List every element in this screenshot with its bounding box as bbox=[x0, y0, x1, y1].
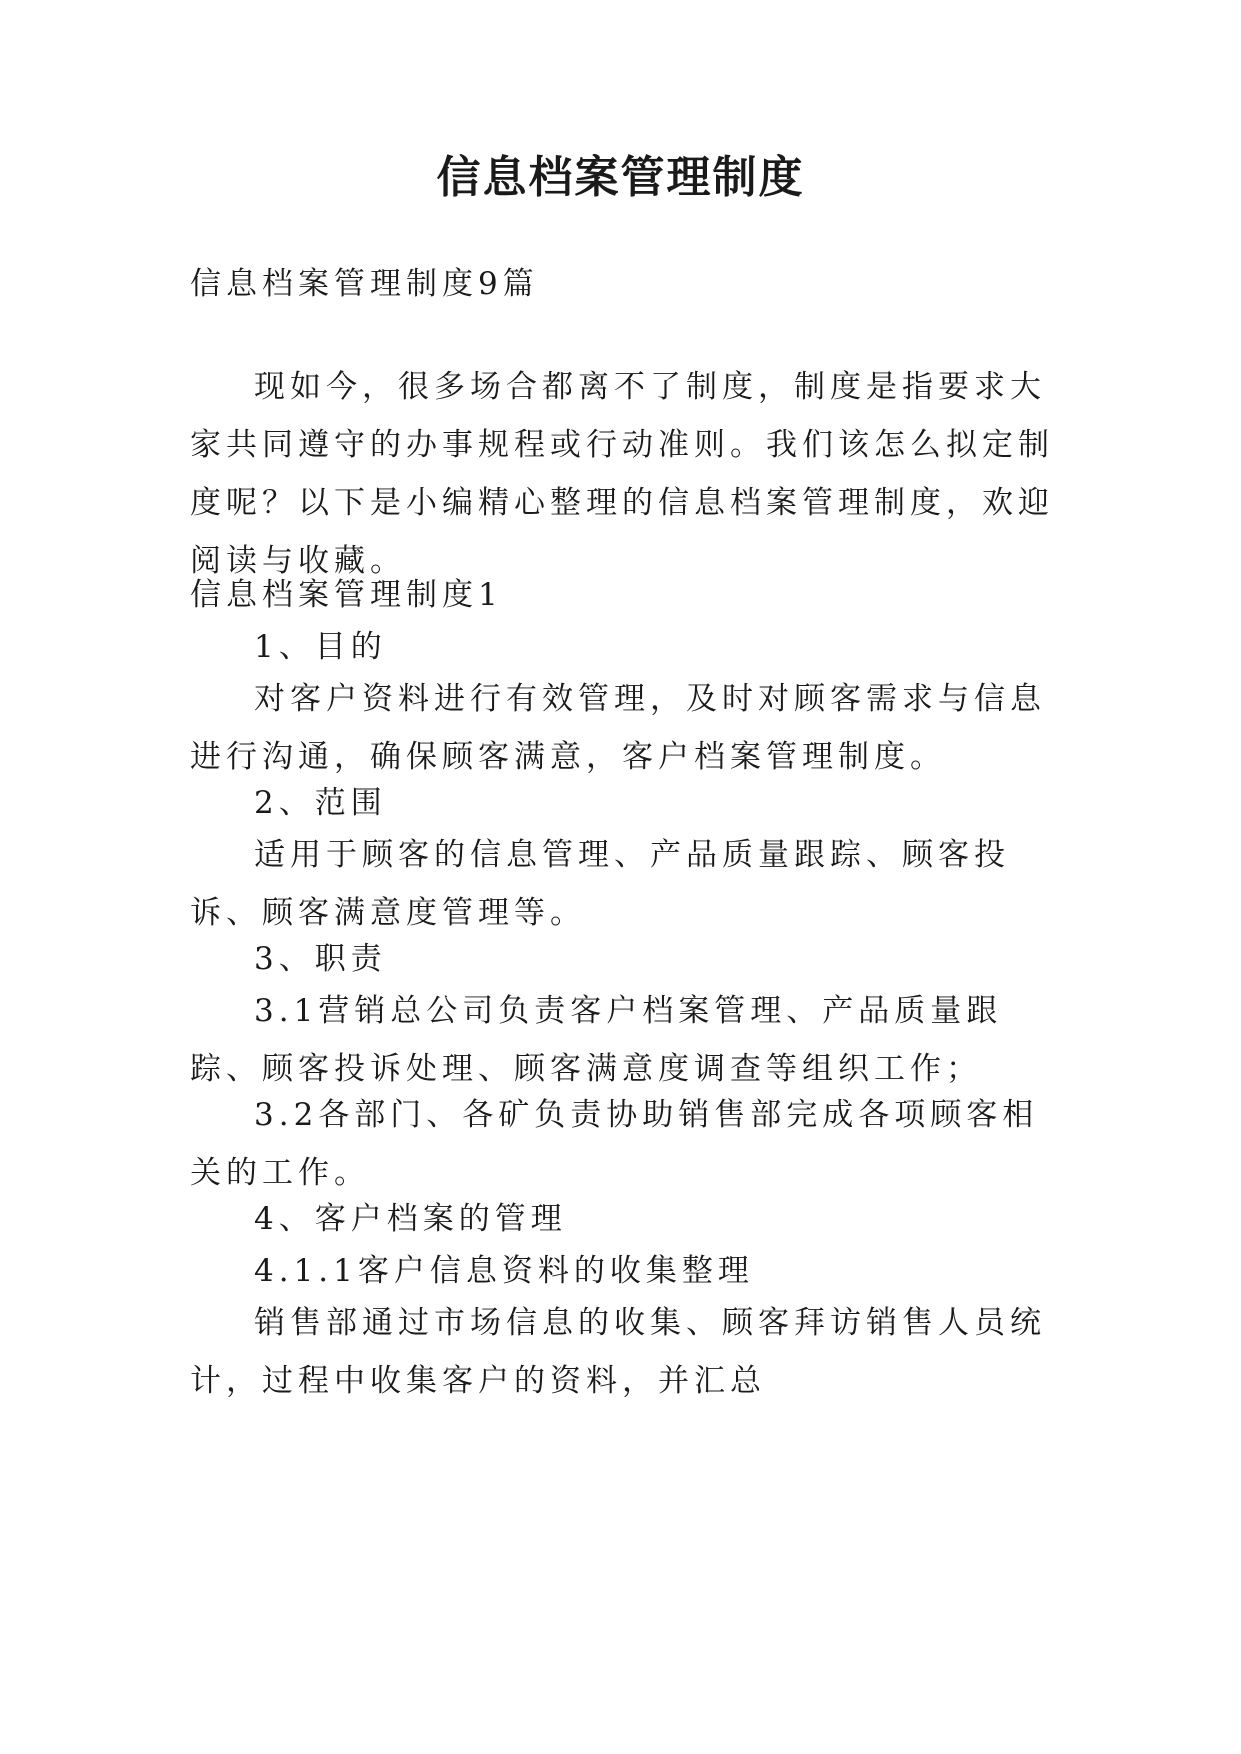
section-heading: 信息档案管理制度1 bbox=[190, 577, 503, 613]
paragraph-duty-3-2: 3.2各部门、各矿负责协助销售部完成各项顾客相关的工作。 bbox=[190, 1097, 1039, 1191]
intro-paragraph: 现如今，很多场合都离不了制度，制度是指要求大家共同遵守的办事规程或行动准则。我们该怎么拟定制度呢？以下是小编精心整理的信息档案管理制度，欢迎阅读与收藏。 bbox=[190, 369, 1054, 579]
item-heading-4-1-1: 4.1.1客户信息资料的收集整理 bbox=[254, 1253, 754, 1289]
paragraph-purpose: 对客户资料进行有效管理，及时对顾客需求与信息进行沟通，确保顾客满意，客户档案管理制度。 bbox=[190, 681, 1046, 775]
document-subtitle: 信息档案管理制度9篇 bbox=[190, 266, 539, 302]
paragraph-duty-3-1: 3.1营销总公司负责客户档案管理、产品质量跟踪、顾客投诉处理、顾客满意度调查等组织工作； bbox=[190, 993, 1003, 1087]
item-heading-duties: 3、职责 bbox=[254, 941, 387, 977]
item-heading-archive-management: 4、客户档案的管理 bbox=[254, 1201, 567, 1237]
document-title: 信息档案管理制度 bbox=[436, 152, 805, 203]
item-heading-purpose: 1、目的 bbox=[254, 629, 387, 665]
paragraph-collection: 销售部通过市场信息的收集、顾客拜访销售人员统计，过程中收集客户的资料，并汇总 bbox=[190, 1305, 1046, 1399]
paragraph-scope: 适用于顾客的信息管理、产品质量跟踪、顾客投诉、顾客满意度管理等。 bbox=[190, 837, 1010, 931]
item-heading-scope: 2、范围 bbox=[254, 785, 387, 821]
